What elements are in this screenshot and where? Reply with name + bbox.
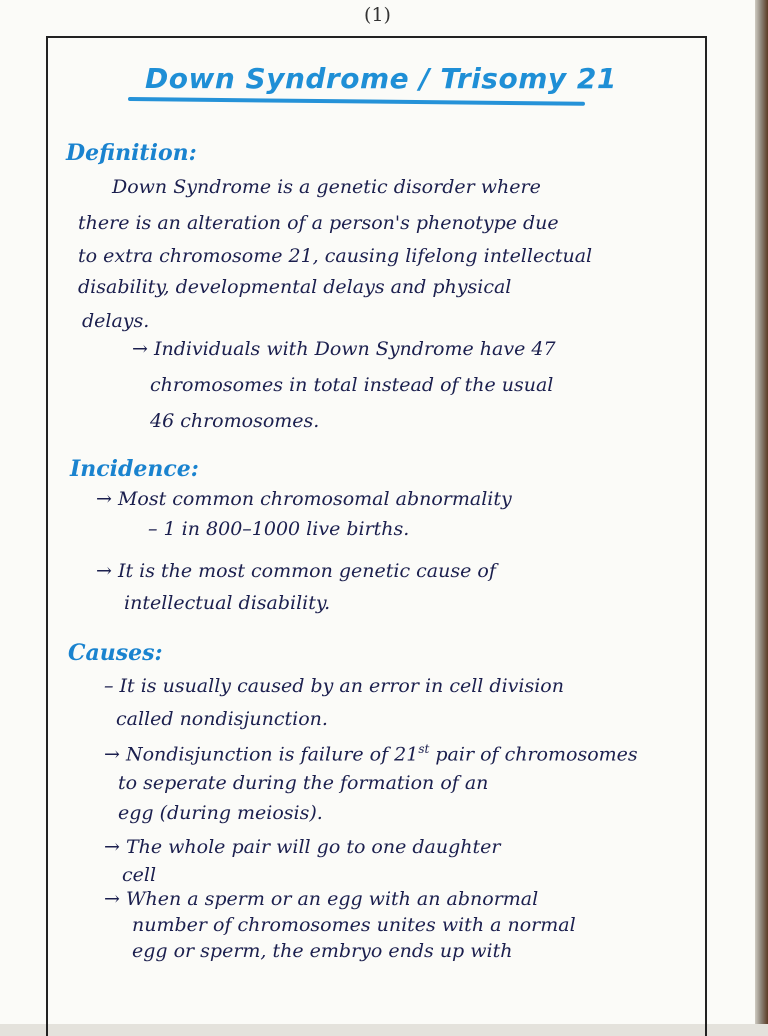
causes-line: – It is usually caused by an error in cell division: [104, 675, 564, 697]
page-title: Down Syndrome / Trisomy 21: [145, 62, 617, 95]
heading-causes: Causes:: [68, 640, 163, 666]
definition-bullet-line: 46 chromosomes.: [150, 410, 320, 432]
definition-line: Down Syndrome is a genetic disorder where: [112, 176, 541, 198]
causes-text: → Nondisjunction is failure of 21: [104, 743, 419, 766]
heading-incidence: Incidence:: [70, 456, 199, 482]
causes-text: pair of chromosomes: [429, 743, 638, 766]
causes-line: [104, 742, 638, 765]
incidence-line: → It is the most common genetic cause of: [96, 560, 496, 582]
causes-line: called nondisjunction.: [116, 708, 328, 730]
page-number: (1): [364, 4, 391, 26]
causes-line: to seperate during the formation of an: [118, 772, 489, 794]
causes-line: cell: [122, 864, 157, 886]
definition-bullet-line: chromosomes in total instead of the usual: [150, 374, 554, 396]
definition-line: to extra chromosome 21, causing lifelong intellectual: [78, 245, 593, 267]
causes-line: egg (during meiosis).: [118, 802, 323, 824]
incidence-line: → Most common chromosomal abnormality: [96, 488, 512, 510]
definition-line: there is an alteration of a person's phenotype due: [78, 212, 559, 234]
causes-line: → When a sperm or an egg with an abnormal: [104, 888, 539, 910]
causes-line: egg or sperm, the embryo ends up with: [132, 940, 513, 962]
incidence-line: intellectual disability.: [124, 592, 331, 614]
superscript-st: st: [418, 742, 430, 756]
notebook-binding-edge: [755, 0, 768, 1024]
definition-line: delays.: [82, 310, 150, 332]
causes-line: number of chromosomes unites with a normal: [132, 914, 576, 936]
incidence-line: – 1 in 800–1000 live births.: [148, 518, 410, 540]
causes-line: → The whole pair will go to one daughter: [104, 836, 501, 858]
heading-definition: Definition:: [66, 140, 197, 166]
definition-line: disability, developmental delays and physical: [78, 276, 512, 298]
definition-bullet-line: → Individuals with Down Syndrome have 47: [132, 338, 556, 360]
